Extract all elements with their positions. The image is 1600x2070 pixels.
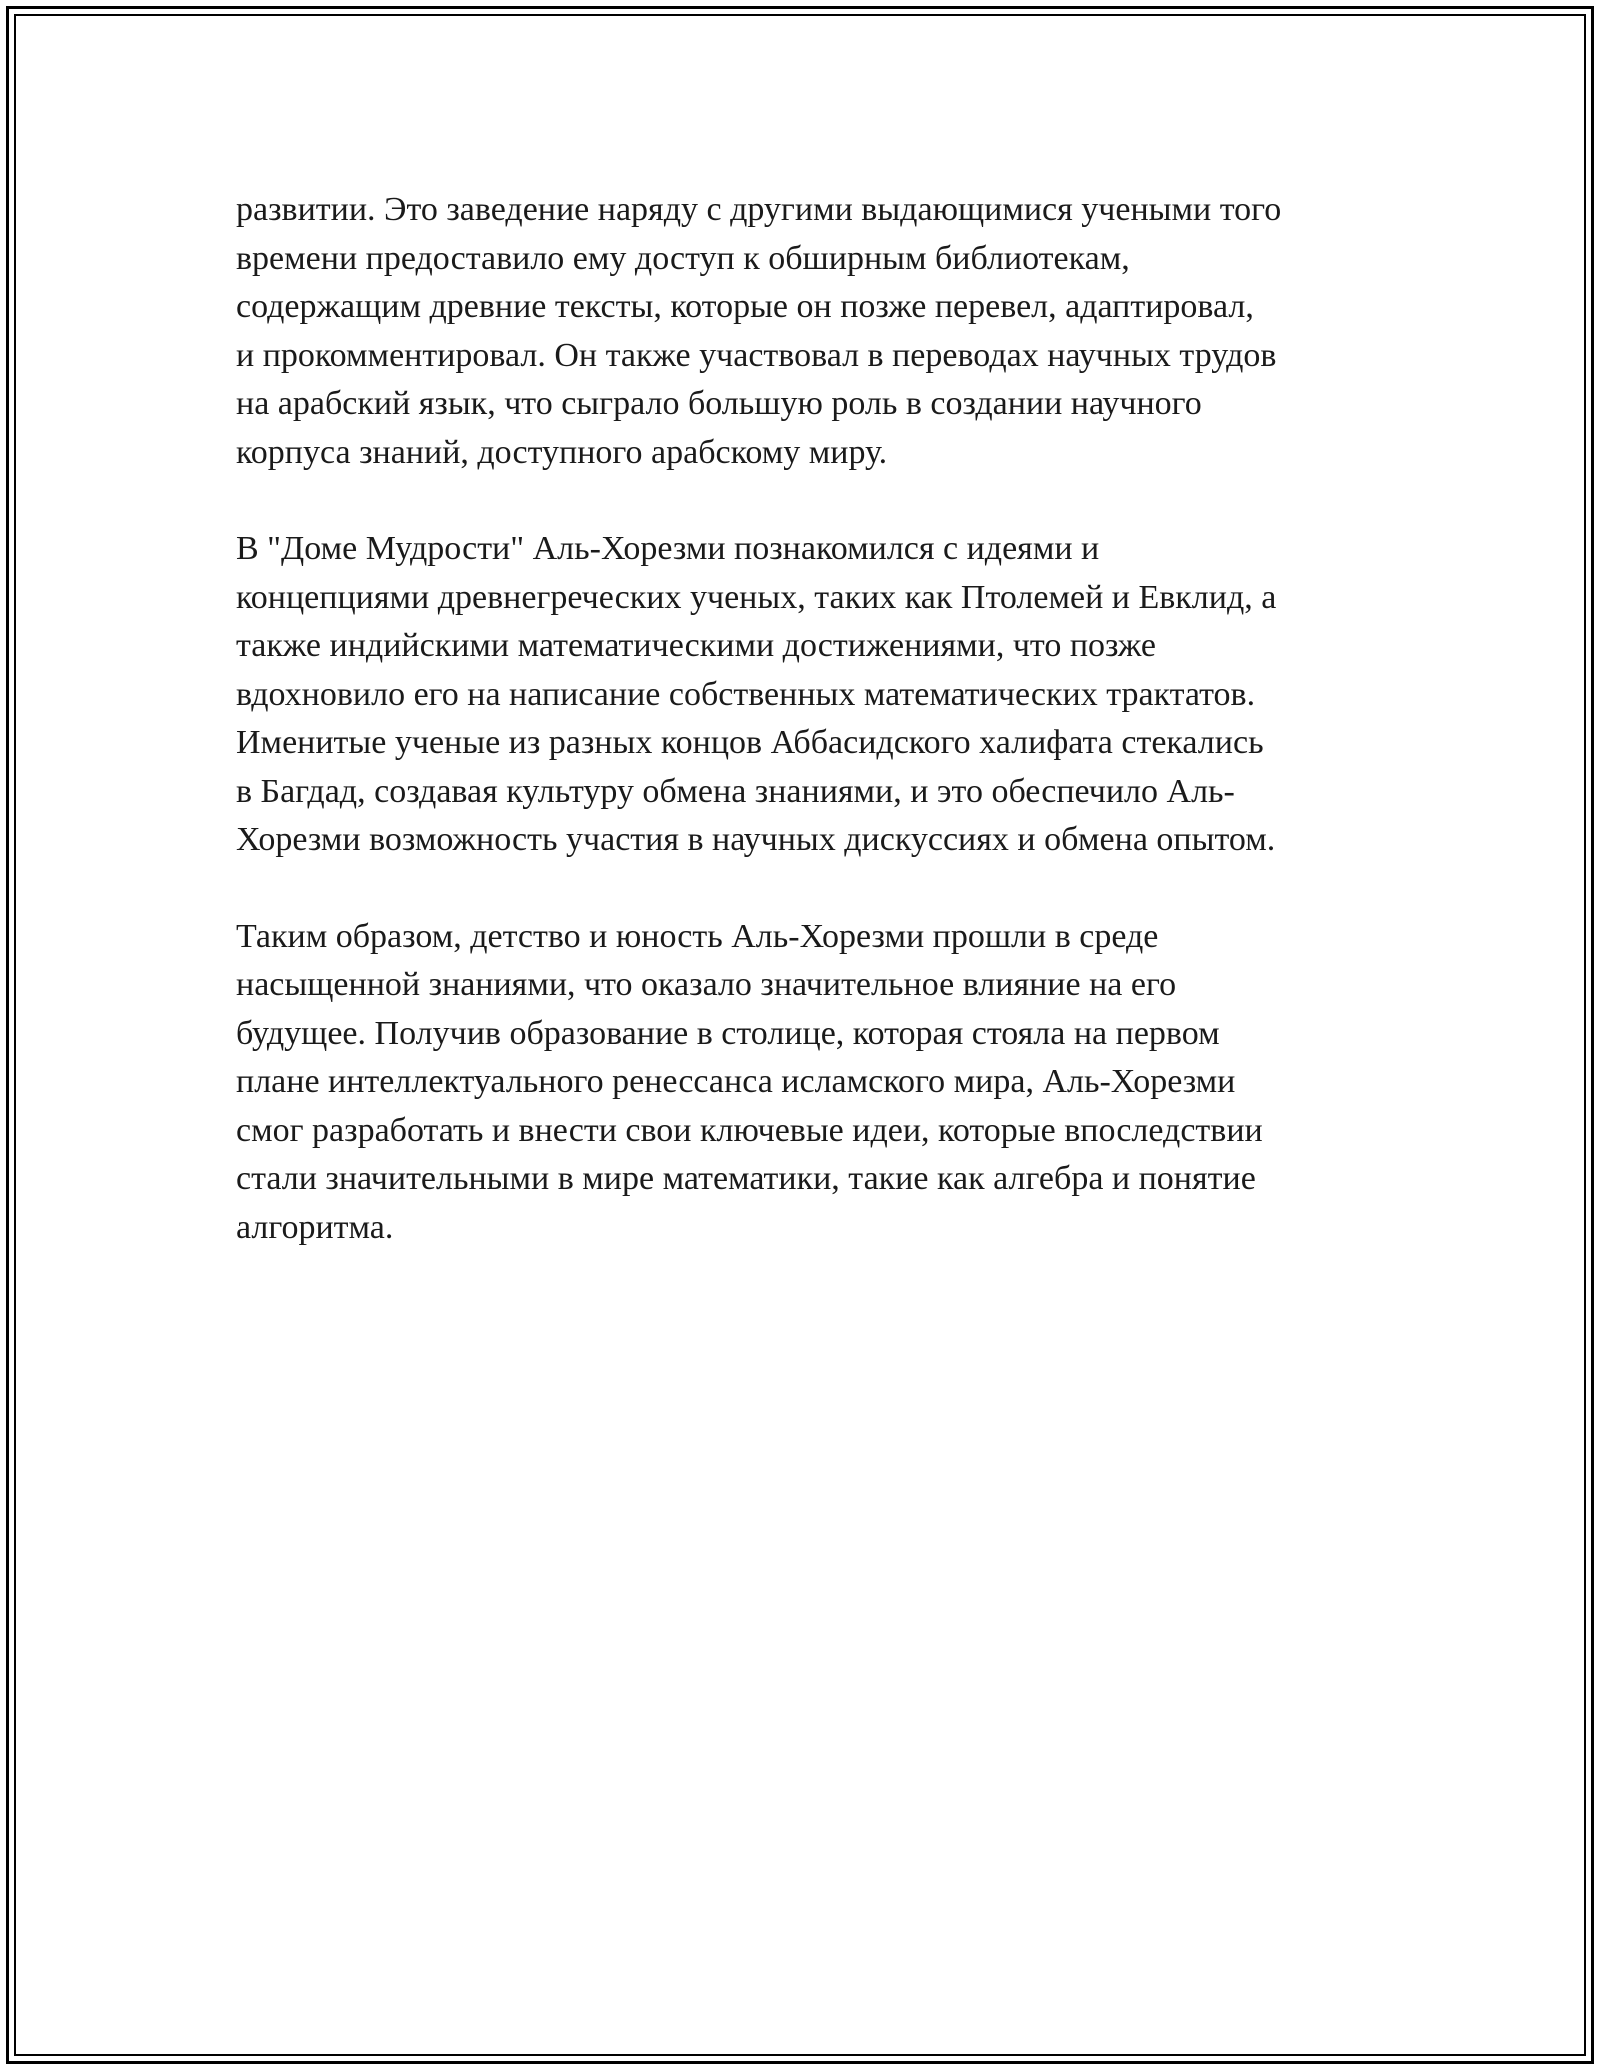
paragraph-3: Таким образом, детство и юность Аль-Хорезми прошли в среде насыщенной знаниями, что оказало значительное влияние на его будущее. Получив образование в столице, которая стояла на первом плане интеллектуального ренессанса исламского мира, Аль-Хорезми смог разработать и внести свои ключевые идеи, которые впоследствии стали значительными в мире математики, такие как алгебра и понятие алгоритма. — [236, 917, 1263, 1246]
paragraph-2: В "Доме Мудрости" Аль-Хорезми познакомился с идеями и концепциями древнегреческих ученых, таких как Птолемей и Евклид, а также индийскими математическими достижениями, что позже вдохновило его на написание собственных математических трактатов. Именитые ученые из разных концов Аббасидского халифата стекались в Багдад, создавая культуру обмена знаниями, и это обеспечило Аль- Хорезми возможность участия в научных дискуссиях и обмена опытом. — [236, 530, 1277, 858]
paragraph-1: развитии. Это заведение наряду с другими выдающимися учеными того времени предоставило ему доступ к обширным библиотекам, содержащим древние тексты, которые он позже перевел, адаптировал, и прокомментировал. Он также участвовал в переводах научных трудов на арабский язык, что сыграло большую роль в создании научного корпуса знаний, доступного арабскому миру. — [236, 191, 1282, 471]
document-body — [236, 186, 1386, 1300]
